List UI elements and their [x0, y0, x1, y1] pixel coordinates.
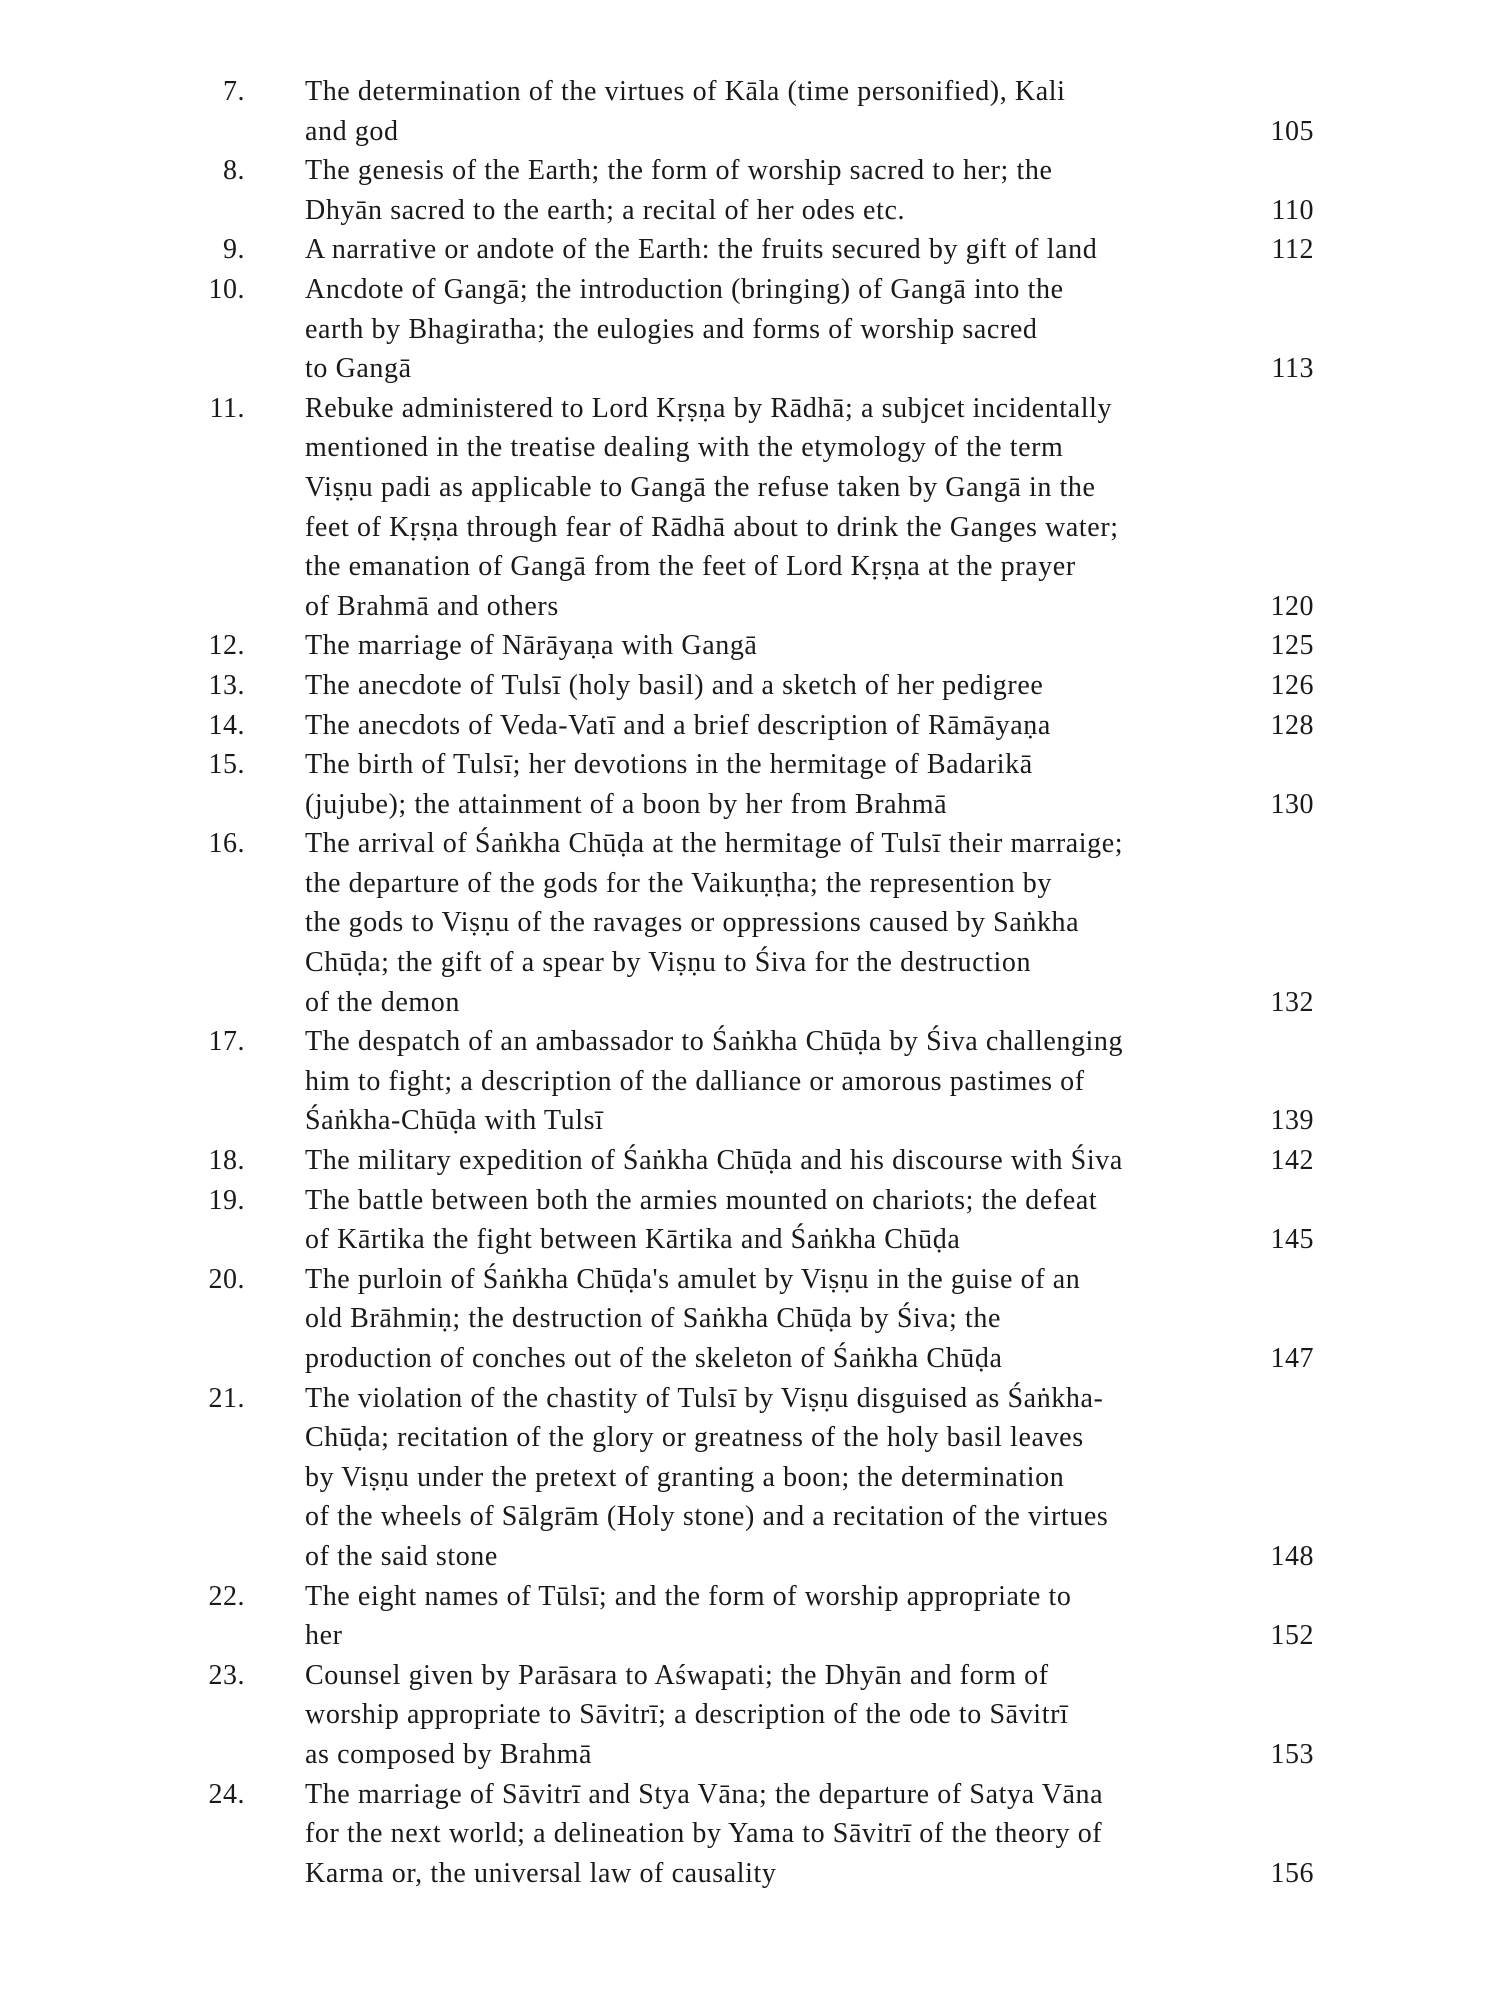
entry-line-text: feet of Kṛṣṇa through fear of Rādhā about to drink the Ganges water;: [305, 511, 1119, 543]
entry-line: [305, 983, 1314, 1023]
entry-line: [305, 1339, 1314, 1379]
entry-line: [305, 389, 1310, 429]
entry-number: 18.: [208, 1145, 245, 1177]
entry-line: [305, 1854, 1314, 1894]
entry-line: [305, 1537, 1314, 1577]
page-number: 148: [1270, 1540, 1314, 1572]
entry-line-text: A narrative or andote of the Earth: the fruits secured by gift of land: [305, 234, 1098, 266]
entry-number: 10.: [208, 273, 245, 305]
entry-text: [305, 706, 1314, 746]
entry-line: [305, 1141, 1314, 1181]
entry-line: [305, 1260, 1310, 1300]
entry-line-text: Śaṅkha-Chūḍa with Tulsī: [305, 1105, 604, 1137]
table-of-contents: [0, 72, 1500, 1893]
entry-line: [305, 1458, 1310, 1498]
entry-line: [305, 151, 1310, 191]
entry-number: 15.: [208, 749, 245, 781]
toc-entry: [0, 706, 1500, 746]
entry-line-text: her: [305, 1620, 343, 1652]
entry-text: [305, 72, 1314, 151]
entry-text: [305, 151, 1314, 230]
entry-line: [305, 706, 1314, 746]
entry-line-text: The genesis of the Earth; the form of worship sacred to her; the: [305, 155, 1053, 187]
entry-line-text: Chūḍa; the gift of a spear by Viṣṇu to Śiva for the destruction: [305, 947, 1032, 979]
entry-number: 14.: [208, 709, 245, 741]
entry-line-text: The determination of the virtues of Kāla (time personified), Kali: [305, 76, 1066, 107]
entry-line-text: of the demon: [305, 986, 460, 1018]
page-number: 132: [1270, 986, 1314, 1018]
entry-line-text: production of conches out of the skeleton of Śaṅkha Chūḍa: [305, 1343, 1003, 1374]
toc-entry: [0, 1022, 1500, 1141]
entry-text: [305, 1577, 1314, 1656]
entry-number: 17.: [208, 1026, 245, 1058]
toc-entry: [0, 1181, 1500, 1260]
page-number: 147: [1270, 1343, 1314, 1374]
page-number: 145: [1270, 1224, 1314, 1256]
entry-line: [305, 626, 1314, 666]
toc-entry: [0, 1775, 1500, 1894]
entry-line-text: The anecdots of Veda-Vatī and a brief description of Rāmāyaṇa: [305, 709, 1051, 741]
entry-number: 23.: [208, 1659, 245, 1691]
entry-line-text: and god: [305, 115, 399, 147]
entry-line-text: The purloin of Śaṅkha Chūḍa's amulet by Viṣṇu in the guise of an: [305, 1263, 1081, 1295]
entry-text: [305, 230, 1314, 270]
entry-line: [305, 547, 1310, 587]
entry-line: [305, 349, 1314, 389]
toc-entry: [0, 270, 1500, 389]
entry-line-text: Karma or, the universal law of causality: [305, 1857, 777, 1889]
toc-entry: [0, 389, 1500, 627]
entry-line-text: Rebuke administered to Lord Kṛṣṇa by Rādhā; a subjcet incidentally: [305, 392, 1113, 424]
entry-line-text: by Viṣṇu under the pretext of granting a boon; the determination: [305, 1461, 1065, 1493]
entry-line: [305, 1181, 1310, 1221]
entry-line-text: the emanation of Gangā from the feet of Lord Kṛṣṇa at the prayer: [305, 551, 1076, 583]
entry-line: [305, 1616, 1314, 1656]
page-number: 156: [1270, 1857, 1314, 1889]
toc-entry: [0, 72, 1500, 151]
toc-entry: [0, 230, 1500, 270]
page-number: 130: [1270, 788, 1314, 820]
entry-text: [305, 1379, 1314, 1577]
toc-entry: [0, 626, 1500, 666]
entry-line: [305, 270, 1310, 310]
entry-text: [305, 1260, 1314, 1379]
entry-number: 24.: [208, 1778, 245, 1810]
entry-text: [305, 626, 1314, 666]
entry-line-text: The despatch of an ambassador to Śaṅkha Chūḍa by Śiva challenging: [305, 1026, 1124, 1058]
entry-text: [305, 1775, 1314, 1894]
entry-line: [305, 1418, 1310, 1458]
entry-line-text: for the next world; a delineation by Yama to Sāvitrī of the theory of: [305, 1818, 1103, 1850]
entry-line-text: The battle between both the armies mounted on chariots; the defeat: [305, 1184, 1098, 1216]
entry-number: 11.: [209, 392, 245, 424]
entry-line: [305, 824, 1310, 864]
entry-text: [305, 1022, 1314, 1141]
entry-number: 19.: [208, 1184, 245, 1216]
page-number: 125: [1270, 630, 1314, 662]
entry-line-text: The arrival of Śaṅkha Chūḍa at the hermitage of Tulsī their marraige;: [305, 828, 1124, 860]
entry-text: [305, 1656, 1314, 1775]
entry-text: [305, 389, 1314, 627]
entry-text: [305, 1181, 1314, 1260]
entry-line-text: old Brāhmiṇ; the destruction of Saṅkha Chūḍa by Śiva; the: [305, 1303, 1001, 1335]
entry-line-text: The marriage of Sāvitrī and Stya Vāna; the departure of Satya Vāna: [305, 1778, 1104, 1810]
entry-line-text: The violation of the chastity of Tulsī by Viṣṇu disguised as Śaṅkha-: [305, 1382, 1104, 1414]
page-number: 113: [1271, 353, 1314, 385]
entry-line: [305, 1299, 1310, 1339]
entry-text: [305, 745, 1314, 824]
entry-text: [305, 270, 1314, 389]
entry-line: [305, 1062, 1310, 1102]
entry-line: [305, 508, 1310, 548]
toc-entry: [0, 1141, 1500, 1181]
entry-line: [305, 1101, 1314, 1141]
entry-line: [305, 1695, 1310, 1735]
entry-line-text: the departure of the gods for the Vaikuṇṭha; the represention by: [305, 867, 1052, 899]
page-number: 120: [1270, 590, 1314, 622]
entry-line-text: The military expedition of Śaṅkha Chūḍa and his discourse with Śiva: [305, 1145, 1123, 1177]
entry-line-text: of the said stone: [305, 1540, 498, 1572]
page-number: 139: [1270, 1105, 1314, 1137]
entry-line: [305, 1814, 1310, 1854]
entry-line: [305, 1735, 1314, 1775]
entry-text: [305, 1141, 1314, 1181]
entry-line-text: mentioned in the treatise dealing with the etymology of the term: [305, 432, 1064, 464]
entry-line: [305, 943, 1310, 983]
entry-line: [305, 1656, 1310, 1696]
page-number: 105: [1270, 115, 1314, 147]
entry-line-text: of the wheels of Sālgrām (Holy stone) and a recitation of the virtues: [305, 1501, 1109, 1533]
entry-line: [305, 310, 1310, 350]
toc-entry: [0, 1656, 1500, 1775]
entry-line: [305, 745, 1310, 785]
entry-number: 7.: [223, 76, 245, 107]
entry-line-text: (jujube); the attainment of a boon by her from Brahmā: [305, 788, 948, 820]
entry-line-text: Chūḍa; recitation of the glory or greatness of the holy basil leaves: [305, 1422, 1084, 1454]
page-number: 110: [1271, 194, 1314, 226]
entry-line-text: The eight names of Tūlsī; and the form of worship appropriate to: [305, 1580, 1072, 1612]
entry-line-text: of Kārtika the fight between Kārtika and Śaṅkha Chūḍa: [305, 1224, 961, 1256]
toc-entry: [0, 666, 1500, 706]
entry-line-text: of Brahmā and others: [305, 590, 559, 622]
page-number: 128: [1270, 709, 1314, 741]
toc-entry: [0, 151, 1500, 230]
toc-entry: [0, 824, 1500, 1022]
entry-line: [305, 72, 1310, 112]
entry-number: 16.: [208, 828, 245, 860]
entry-line-text: as composed by Brahmā: [305, 1738, 593, 1770]
entry-line: [305, 1022, 1310, 1062]
entry-line: [305, 191, 1314, 231]
page-number: 126: [1270, 669, 1314, 701]
entry-line-text: him to fight; a description of the dalliance or amorous pastimes of: [305, 1065, 1085, 1097]
entry-number: 8.: [223, 155, 245, 187]
entry-line-text: The marriage of Nārāyaṇa with Gangā: [305, 630, 758, 662]
entry-line: [305, 1220, 1314, 1260]
entry-line: [305, 112, 1314, 152]
entry-line-text: the gods to Viṣṇu of the ravages or oppressions caused by Saṅkha: [305, 907, 1080, 939]
entry-line-text: Counsel given by Parāsara to Aśwapati; the Dhyān and form of: [305, 1659, 1049, 1691]
entry-line-text: The birth of Tulsī; her devotions in the hermitage of Badarikā: [305, 749, 1033, 781]
entry-number: 22.: [208, 1580, 245, 1612]
entry-line-text: to Gangā: [305, 353, 412, 385]
entry-line: [305, 1497, 1310, 1537]
page-number: 112: [1271, 234, 1314, 266]
entry-text: [305, 824, 1314, 1022]
toc-entry: [0, 1379, 1500, 1577]
entry-line: [305, 785, 1314, 825]
page-number: 142: [1270, 1145, 1314, 1177]
entry-line-text: Dhyān sacred to the earth; a recital of her odes etc.: [305, 194, 906, 226]
entry-text: [305, 666, 1314, 706]
entry-line: [305, 864, 1310, 904]
page-number: 153: [1270, 1738, 1314, 1770]
entry-line: [305, 587, 1314, 627]
toc-entry: [0, 1577, 1500, 1656]
entry-line: [305, 230, 1314, 270]
entry-number: 13.: [208, 669, 245, 701]
entry-line: [305, 666, 1314, 706]
entry-line-text: earth by Bhagiratha; the eulogies and forms of worship sacred: [305, 313, 1038, 345]
toc-entry: [0, 745, 1500, 824]
entry-line-text: Viṣṇu padi as applicable to Gangā the refuse taken by Gangā in the: [305, 471, 1096, 503]
entry-line: [305, 468, 1310, 508]
entry-number: 12.: [208, 630, 245, 662]
page-number: 152: [1270, 1620, 1314, 1652]
entry-number: 20.: [208, 1263, 245, 1295]
toc-entry: [0, 1260, 1500, 1379]
entry-line-text: The anecdote of Tulsī (holy basil) and a sketch of her pedigree: [305, 669, 1044, 701]
entry-line: [305, 1775, 1310, 1815]
entry-line-text: worship appropriate to Sāvitrī; a description of the ode to Sāvitrī: [305, 1699, 1069, 1731]
entry-line: [305, 428, 1310, 468]
entry-number: 21.: [208, 1382, 245, 1414]
entry-line: [305, 903, 1310, 943]
entry-line-text: Ancdote of Gangā; the introduction (bringing) of Gangā into the: [305, 273, 1064, 305]
entry-line: [305, 1577, 1310, 1617]
entry-line: [305, 1379, 1310, 1419]
entry-number: 9.: [223, 234, 245, 266]
